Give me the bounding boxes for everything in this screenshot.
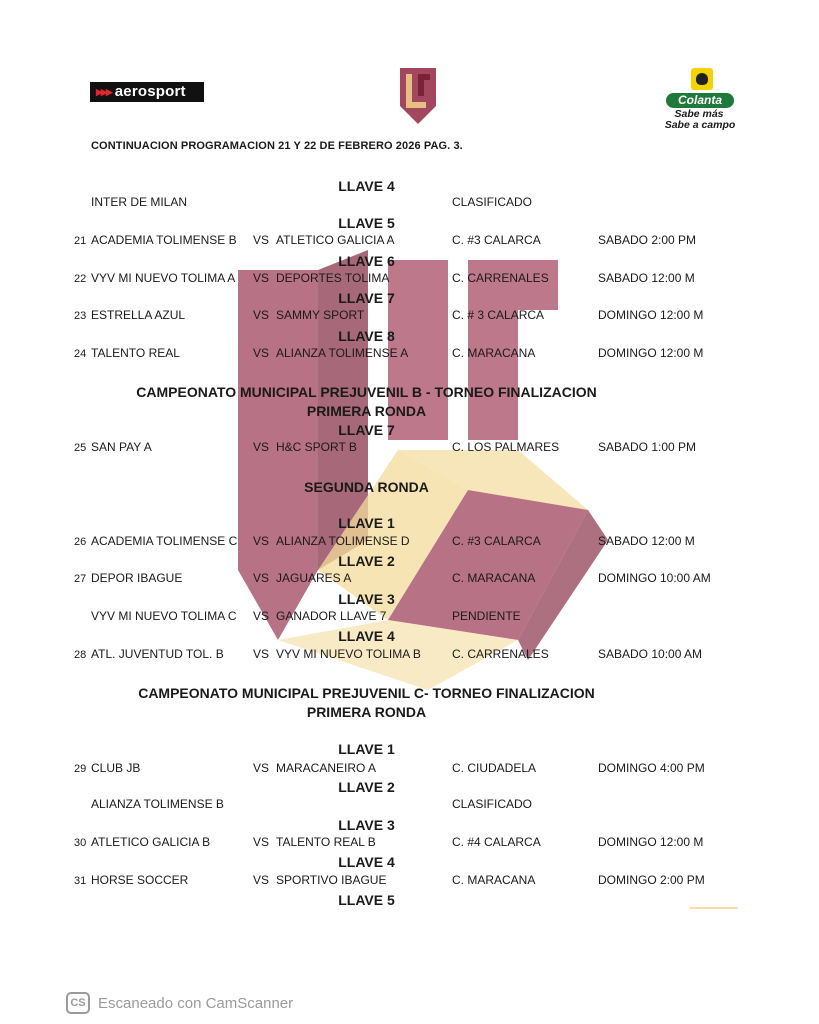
field-name: C. CARRENALES	[452, 647, 549, 661]
section-heading: PRIMERA RONDA	[306, 403, 427, 419]
match-time: DOMINGO 2:00 PM	[598, 873, 705, 887]
field-name: C. CARRENALES	[452, 271, 549, 285]
team-a: ACADEMIA TOLIMENSE C	[91, 534, 238, 548]
match-time: DOMINGO 10:00 AM	[598, 571, 711, 585]
match-row	[0, 308, 819, 324]
team-a: HORSE SOCCER	[91, 873, 189, 887]
aerosport-logo	[90, 82, 204, 102]
match-number: 25	[74, 442, 87, 454]
bracket-heading: LLAVE 2	[338, 779, 395, 795]
vs-label: VS	[253, 761, 270, 775]
match-number: 26	[74, 536, 87, 548]
vs-label: VS	[253, 873, 270, 887]
match-row	[0, 346, 819, 362]
match-row	[0, 534, 819, 550]
team-b: ALIANZA TOLIMENSE D	[276, 534, 410, 548]
match-number: 28	[74, 649, 87, 661]
match-time: SABADO 12:00 M	[598, 534, 695, 548]
match-time: DOMINGO 12:00 M	[598, 308, 704, 322]
camscanner-footer	[66, 990, 293, 1016]
camscanner-text: Escaneado con CamScanner	[98, 994, 294, 1012]
field-name: C. CIUDADELA	[452, 761, 537, 775]
scan-artifact	[690, 907, 738, 909]
vs-label: VS	[253, 308, 270, 322]
match-row	[0, 647, 819, 663]
bracket-heading: LLAVE 3	[338, 591, 395, 607]
team-b: GANADOR LLAVE 7	[276, 609, 387, 623]
field-name: PENDIENTE	[452, 609, 521, 623]
bracket-heading: LLAVE 4	[338, 854, 395, 870]
cow-icon	[691, 68, 713, 90]
match-time: SABADO 1:00 PM	[598, 440, 697, 454]
match-time: DOMINGO 12:00 M	[598, 346, 704, 360]
team-b: H&C SPORT B	[276, 440, 357, 454]
colanta-tagline-1: Sabe más	[674, 108, 724, 120]
field-name: C. # 3 CALARCA	[452, 308, 545, 322]
colanta-tagline-2: Sabe a campo	[664, 119, 736, 131]
match-row	[0, 835, 819, 851]
match-number: 27	[74, 573, 87, 585]
team-b: SAMMY SPORT	[276, 308, 365, 322]
bracket-heading: LLAVE 6	[338, 253, 395, 269]
team-b: ALIANZA TOLIMENSE A	[276, 346, 409, 360]
team-a: DEPOR IBAGUE	[91, 571, 183, 585]
bracket-heading: LLAVE 5	[338, 892, 395, 908]
team-b: MARACANEIRO A	[276, 761, 377, 775]
bracket-heading: LLAVE 7	[338, 290, 395, 306]
team-b: JAGUARES A	[276, 571, 352, 585]
match-number: 30	[74, 837, 87, 849]
colanta-brand: Colanta	[666, 93, 734, 108]
match-row	[0, 609, 819, 625]
team-a: ESTRELLA AZUL	[91, 308, 186, 322]
bracket-heading: LLAVE 1	[338, 515, 395, 531]
bracket-heading: LLAVE 5	[338, 215, 395, 231]
field-name: C. LOS PALMARES	[452, 440, 560, 454]
match-row	[0, 571, 819, 587]
team-a: CLUB JB	[91, 761, 141, 775]
match-row	[0, 873, 819, 889]
bracket-heading: LLAVE 3	[338, 817, 395, 833]
bracket-heading: LLAVE 4	[338, 628, 395, 644]
team-b: SPORTIVO IBAGUE	[276, 873, 387, 887]
field-name: CLASIFICADO	[452, 797, 533, 811]
fast-forward-icon: ▶▶▶	[96, 87, 111, 97]
match-number: 29	[74, 763, 87, 775]
bracket-heading: LLAVE 4	[338, 178, 395, 194]
match-row	[0, 233, 819, 249]
match-time: SABADO 2:00 PM	[598, 233, 697, 247]
vs-label: VS	[253, 647, 270, 661]
match-number: 23	[74, 310, 87, 322]
vs-label: VS	[253, 534, 270, 548]
match-row	[0, 271, 819, 287]
team-b: ATLETICO GALICIA A	[276, 233, 395, 247]
team-a: ALIANZA TOLIMENSE B	[91, 797, 224, 811]
bracket-heading: LLAVE 1	[338, 741, 395, 757]
team-a: VYV MI NUEVO TOLIMA C	[91, 609, 237, 623]
vs-label: VS	[253, 571, 270, 585]
team-a: TALENTO REAL	[91, 346, 180, 360]
section-heading: CAMPEONATO MUNICIPAL PREJUVENIL C- TORNEO FINALIZACION	[138, 685, 595, 701]
team-a: INTER DE MILAN	[91, 195, 188, 209]
league-shield-icon	[396, 66, 440, 126]
vs-label: VS	[253, 271, 270, 285]
match-number: 31	[74, 875, 87, 887]
match-time: SABADO 12:00 M	[598, 271, 695, 285]
field-name: C. MARACANA	[452, 346, 536, 360]
team-a: VYV MI NUEVO TOLIMA A	[91, 271, 236, 285]
team-b: TALENTO REAL B	[276, 835, 376, 849]
match-time: SABADO 10:00 AM	[598, 647, 703, 661]
vs-label: VS	[253, 835, 270, 849]
section-heading: CAMPEONATO MUNICIPAL PREJUVENIL B - TORNEO FINALIZACION	[136, 384, 597, 400]
field-name: C. #3 CALARCA	[452, 534, 541, 548]
section-heading: PRIMERA RONDA	[306, 704, 427, 720]
match-row	[0, 797, 819, 813]
match-number: 21	[74, 235, 87, 247]
match-number: 24	[74, 348, 87, 360]
team-a: ACADEMIA TOLIMENSE B	[91, 233, 237, 247]
bracket-heading: LLAVE 8	[338, 328, 395, 344]
field-name: C. MARACANA	[452, 873, 536, 887]
field-name: C. #4 CALARCA	[452, 835, 541, 849]
match-row	[0, 440, 819, 456]
team-a: ATL. JUVENTUD TOL. B	[91, 647, 224, 661]
field-name: C. #3 CALARCA	[452, 233, 541, 247]
bracket-heading: LLAVE 2	[338, 553, 395, 569]
section-heading: SEGUNDA RONDA	[304, 479, 429, 495]
team-a: SAN PAY A	[91, 440, 152, 454]
team-a: ATLETICO GALICIA B	[91, 835, 211, 849]
match-number: 22	[74, 273, 87, 285]
vs-label: VS	[253, 609, 270, 623]
match-row	[0, 195, 819, 211]
team-b: DEPORTES TOLIMA	[276, 271, 390, 285]
bracket-heading: LLAVE 7	[338, 422, 395, 438]
vs-label: VS	[253, 233, 270, 247]
field-name: C. MARACANA	[452, 571, 536, 585]
camscanner-icon: CS	[66, 992, 90, 1014]
vs-label: VS	[253, 440, 270, 454]
colanta-logo	[659, 66, 739, 136]
match-time: DOMINGO 4:00 PM	[598, 761, 705, 775]
field-name: CLASIFICADO	[452, 195, 533, 209]
match-time: DOMINGO 12:00 M	[598, 835, 704, 849]
aerosport-logo-text: aerosport	[114, 83, 186, 100]
team-b: VYV MI NUEVO TOLIMA B	[276, 647, 421, 661]
vs-label: VS	[253, 346, 270, 360]
match-row	[0, 761, 819, 777]
schedule-subtitle: CONTINUACION PROGRAMACION 21 Y 22 DE FEBRERO 2026 PAG. 3.	[91, 140, 463, 152]
